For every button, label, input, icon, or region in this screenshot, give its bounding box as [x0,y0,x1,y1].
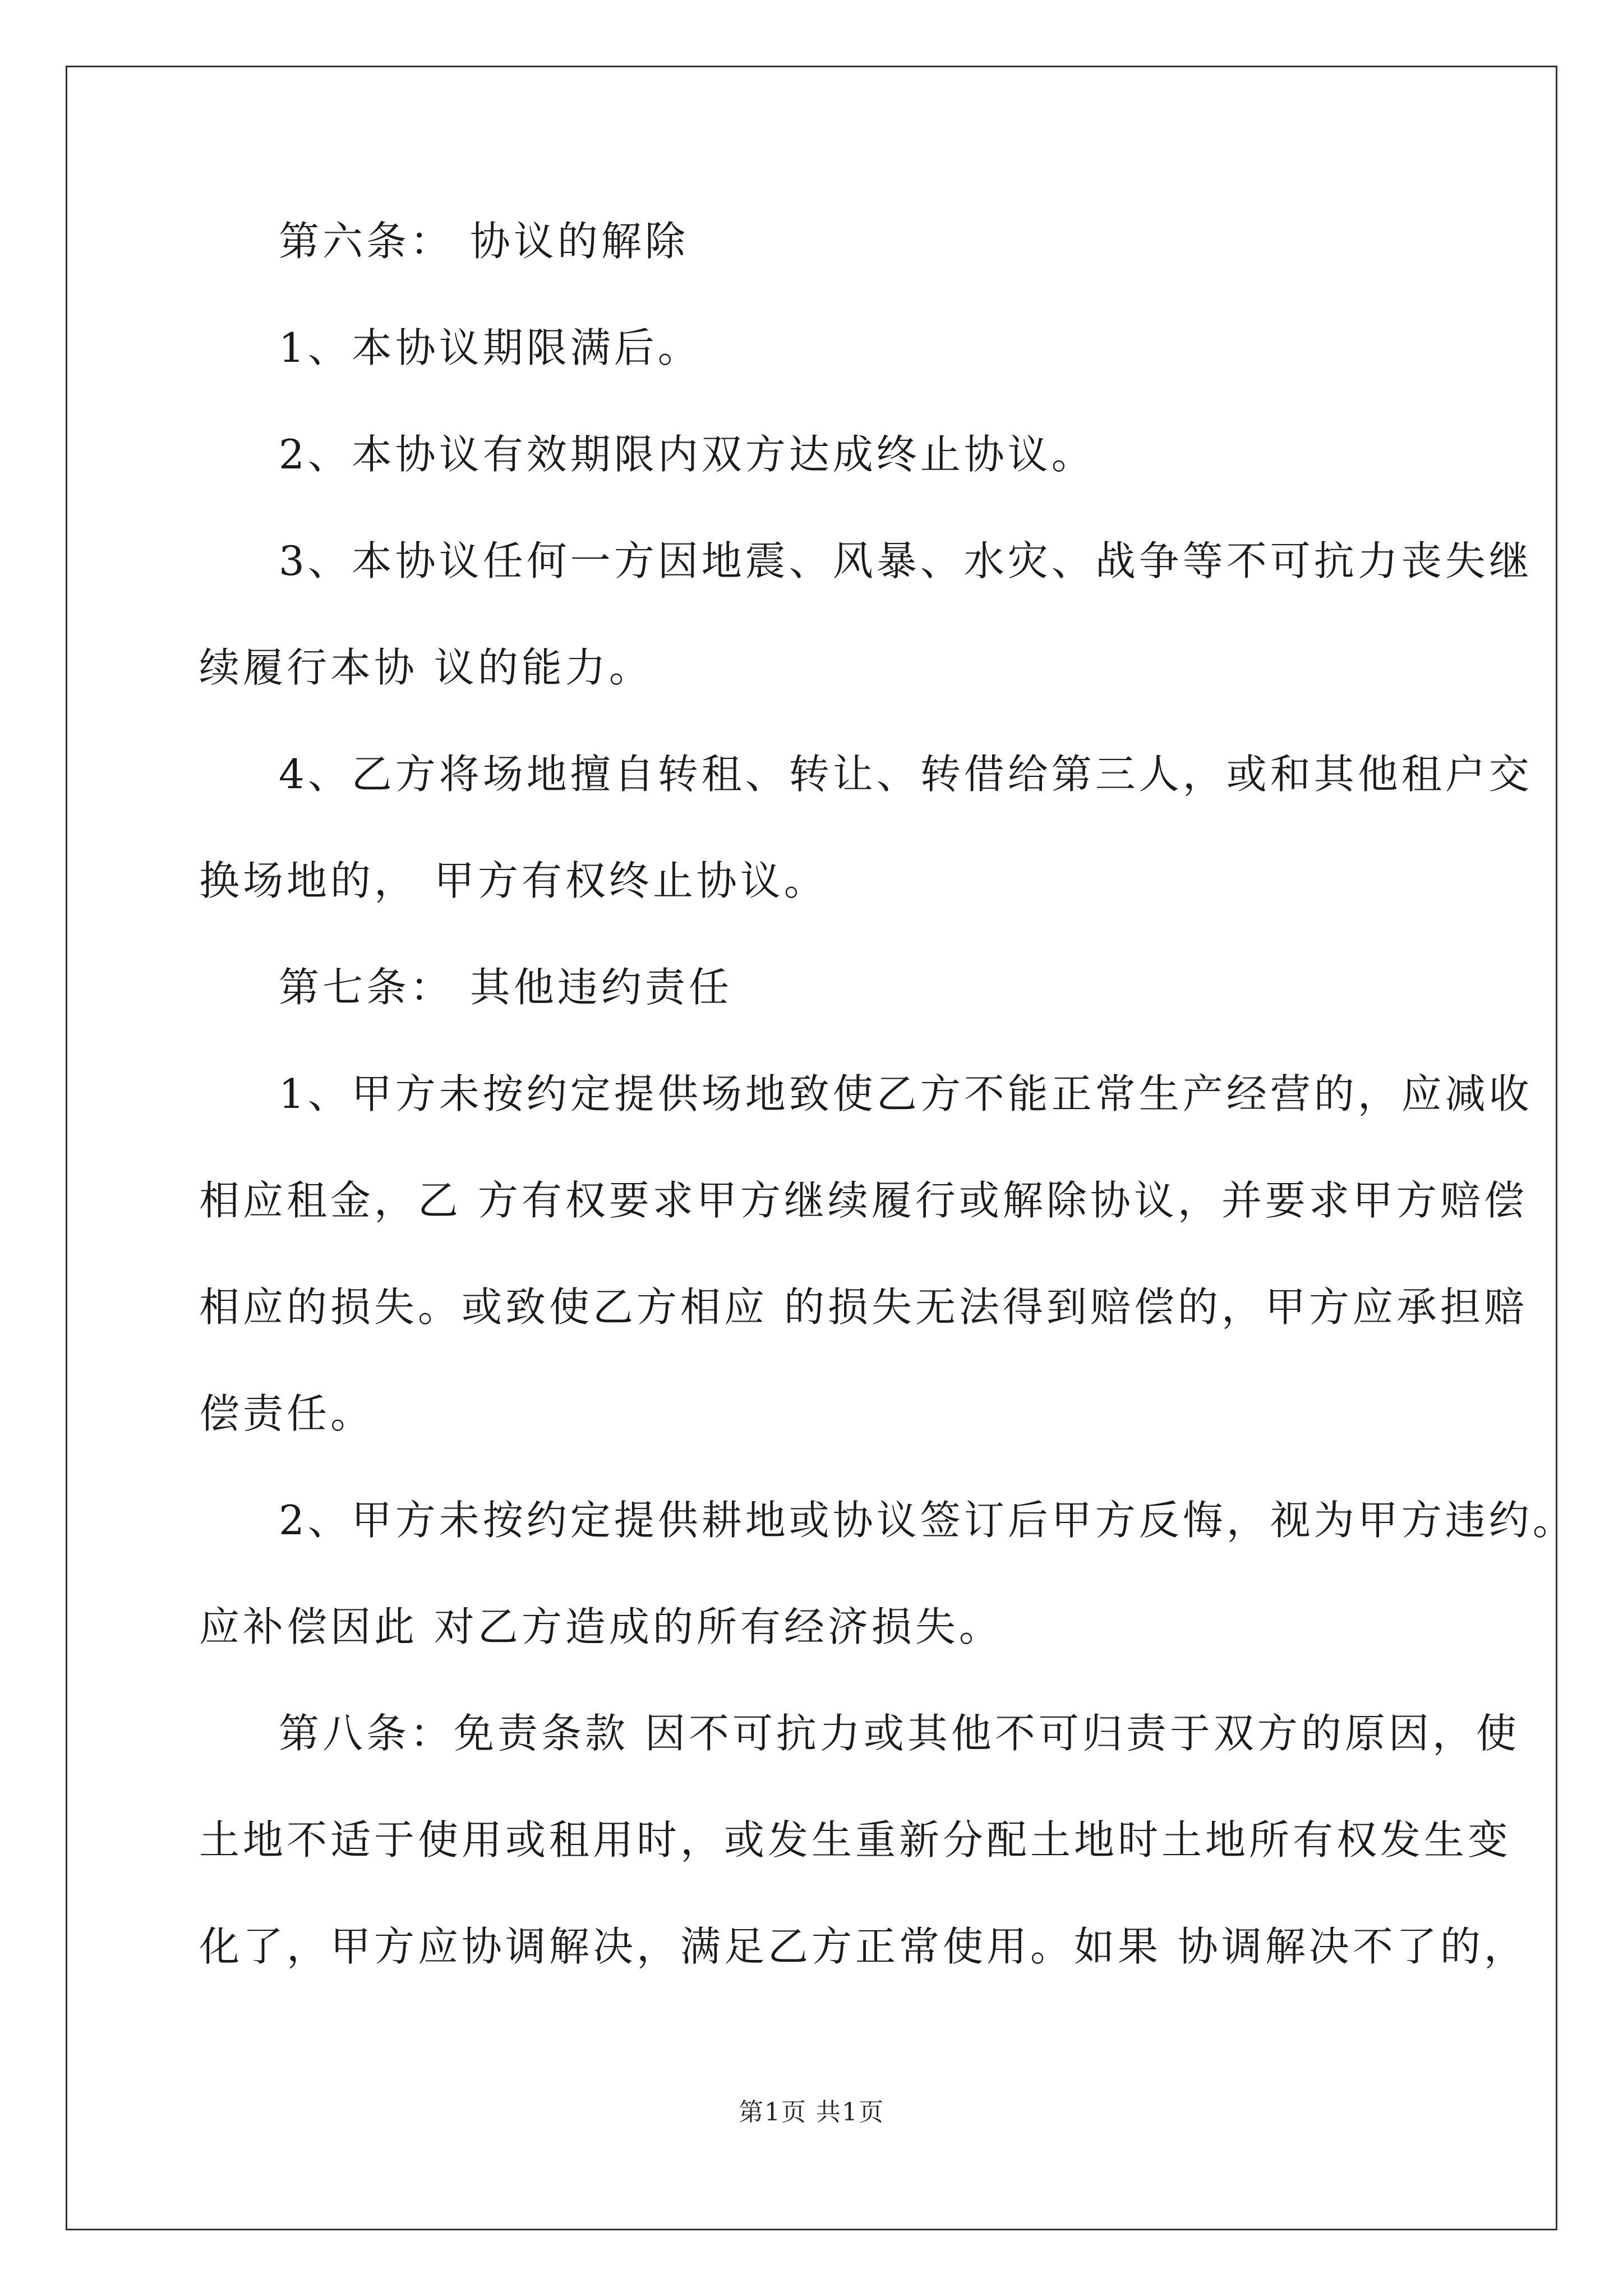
paragraph-line: 偿责任。 [199,1390,375,1437]
paragraph-line: 续履行本协 议的能力。 [199,644,653,691]
paragraph-line: 相应的损失。或致使乙方相应 的损失无法得到赔偿的，甲方应承担赔 [199,1283,1528,1331]
page-border [66,66,1557,2230]
paragraph-line: 化了，甲方应协调解决，满足乙方正常使用。如果 协调解决不了的， [199,1923,1528,1970]
paragraph-line: 土地不适于使用或租用时，或发生重新分配土地时土地所有权发生变 [199,1816,1512,1864]
article-6-heading: 第六条： 协议的解除 [279,218,689,265]
paragraph-line: 换场地的， 甲方有权终止协议。 [199,857,828,904]
paragraph-line: 2、甲方未按约定提供耕地或协议签订后甲方反悔，视为甲方违约。 [279,1497,1576,1544]
paragraph-line: 4、乙方将场地擅自转租、转让、转借给第三人，或和其他租户交 [279,751,1533,798]
paragraph-line: 应补偿因此 对乙方造成的所有经济损失。 [199,1603,1003,1650]
article-8-heading: 第八条：免责条款 因不可抗力或其他不可归责于双方的原因，使 [279,1710,1520,1757]
paragraph-line: 相应租金，乙 方有权要求甲方继续履行或解除协议，并要求甲方赔偿 [199,1177,1528,1224]
paragraph-line: 1、本协议期限满后。 [279,324,702,371]
paragraph-line: 3、本协议任何一方因地震、风暴、水灾、战争等不可抗力丧失继 [279,537,1533,585]
article-7-heading: 第七条： 其他违约责任 [279,964,732,1011]
paragraph-line: 1、甲方未按约定提供场地致使乙方不能正常生产经营的，应减收 [279,1070,1533,1117]
paragraph-line: 2、本协议有效期限内双方达成终止协议。 [279,431,1095,478]
page-footer: 第1页 共1页 [739,2098,884,2127]
